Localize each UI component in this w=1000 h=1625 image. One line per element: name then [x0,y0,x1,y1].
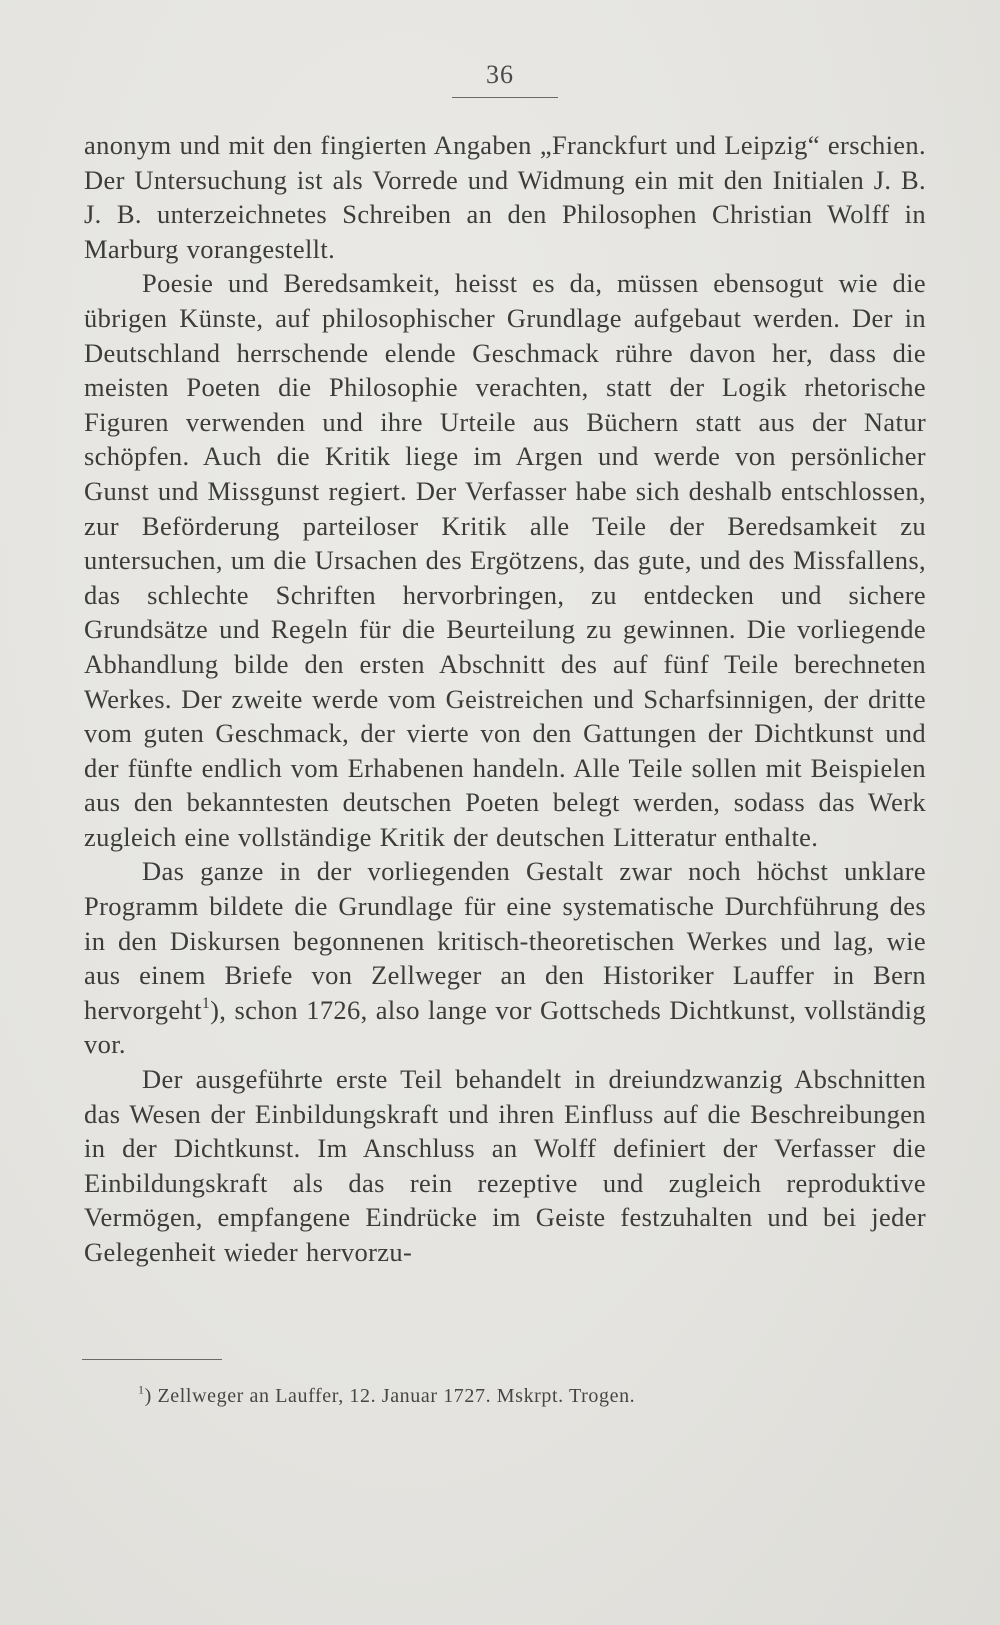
footnote [138,1382,636,1408]
footnote-reference-mark: 1 [201,994,211,1012]
footnote-text: Zellweger an Lauffer, 12. Januar 1727. Mskrpt. Trogen. [151,1385,636,1407]
paragraph-4: Der ausgeführte erste Teil behandelt in dreiundzwanzig Abschnitten das Wesen der Einbildungskraft und ihren Einfluss auf die Beschreibungen in der Dichtkunst. Im Anschluss an Wolff definiert der Verfasser die Einbildungskraft als das rein rezeptive und zugleich reproduktive Vermögen, empfangene Eindrücke im Geiste festzuhalten und bei jeder Gelegenheit wieder hervorzu- [84,1064,926,1267]
paragraph-3-text-before-note: Das ganze in der vorliegenden Gestalt zwar noch höchst unklare Programm bildete die Grundlage für eine systematische Durchführung des in den Diskursen begonnenen kritisch-theoretischen Werkes und lag, wie aus einem Briefe von Zellweger an den Historiker Lauffer in Bern hervorgeht [84,856,926,1025]
footnote-mark: 1 [138,1382,145,1397]
footnote-rule [82,1359,222,1360]
paragraph-3 [84,854,926,1062]
paragraph-1: anonym und mit den fingierten Angaben „Franckfurt und Leipzig“ erschien. Der Untersuchung ist als Vorrede und Widmung ein mit den Initialen J. B. J. B. unterzeichnetes Schreiben an den Philosophen Christian Wolff in Marburg vorangestellt. [84,130,926,264]
footnote-mark-close: ) [144,1385,152,1407]
paragraph-3-text-after-note: ), schon 1726, also lange vor Gottscheds Dichtkunst, vollständig vor. [84,994,926,1060]
page-number-rule [452,97,558,98]
body-text [84,128,926,1270]
paragraph-2: Poesie und Beredsamkeit, heisst es da, müssen ebensogut wie die übrigen Künste, auf philosophischer Grundlage aufgebaut werden. Der in Deutschland herrschende elende Geschmack rühre davon her, dass die meisten Poeten die Philosophie verachten, statt der Logik rhetorische Figuren verwenden und ihre Urteile aus Büchern statt aus der Natur schöpfen. Auch die Kritik liege im Argen und werde von persönlicher Gunst und Missgunst regiert. Der Verfasser habe sich deshalb entschlossen, zur Beförderung parteiloser Kritik alle Teile der Beredsamkeit zu untersuchen, um die Ursachen des Ergötzens, das gute, und des Missfallens, das schlechte Schriften hervorbringen, zu entdecken und sichere Grundsätze und Regeln für die Beurteilung zu gewinnen. Die vorliegende Abhandlung bilde den ersten Abschnitt des auf fünf Teile berechneten Werkes. Der zweite werde vom Geistreichen und Scharfsinnigen, der dritte vom guten Geschmack, der vierte von den Gattungen der Dichtkunst und der fünfte endlich vom Erhabenen handeln. Alle Teile sollen mit Beispielen aus den bekanntesten deutschen Poeten belegt werden, sodass das Werk zugleich eine vollständige Kritik der deutschen Litteratur enthalte. [84,268,927,852]
page-number: 36 [486,60,514,89]
